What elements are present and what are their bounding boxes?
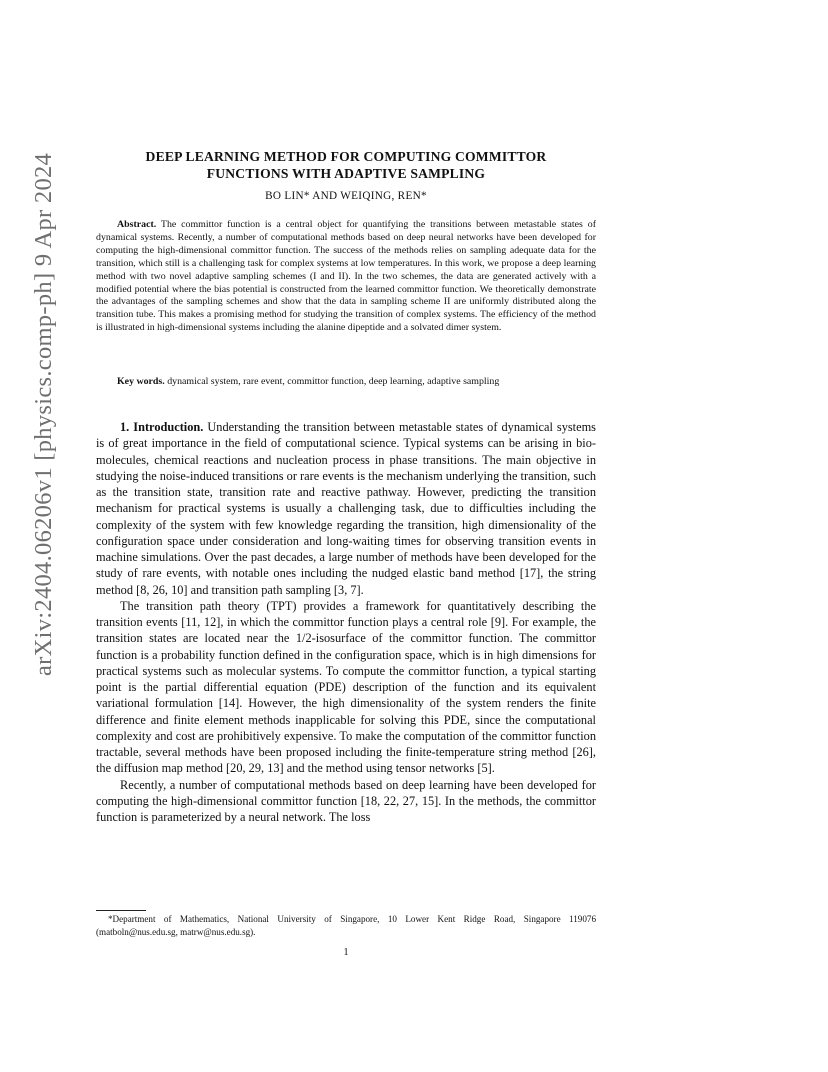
footnote-rule <box>96 910 146 911</box>
section-number: 1. <box>120 420 130 434</box>
paragraph <box>96 419 596 598</box>
author-list: BO LIN* AND WEIQING, REN* <box>265 190 427 202</box>
section-introduction <box>96 419 596 825</box>
abstract-text: The committor function is a central object for quantifying the transitions between metastable states of dynamical systems. Recently, a number of computational methods based on deep neural networks have been developed for computing the high-dimensional committor function. The success of the methods relies on sampling adequate data for the transition, which still is a challenging task for complex systems at low temperatures. In this work, we propose a deep learning method with two novel adaptive sampling schemes (I and II). In the two schemes, the data are generated actively with a modified potential where the bias potential is constructed from the learned committor function. We theoretically demonstrate the advantages of the sampling schemes and show that the data in sampling scheme II are uniformly distributed along the transition tube. This makes a promising method for studying the transition of complex systems. The efficiency of the method is illustrated in high-dimensional systems including the alanine dipeptide and a solvated dimer system. <box>96 219 596 334</box>
paragraph-text: Understanding the transition between metastable states of dynamical systems is of great importance in the field of computational science. Typical systems can be arising in bio-molecules, chemical reactions and nucleation process in phase transitions. The main objective in studying the noise-induced transitions or rare events is the mechanism underlying the transition, such as the transition state, transition rate and reactive pathway. However, predicting the transition mechanism for practical systems is usually a challenging task, due to difficulties including the complexity of the system with few knowledge regarding the transition, high dimensionality of the configuration space under consideration and long-waiting times for observing transition events in machine simulations. Over the past decades, a large number of methods have been developed for the study of rare events, with notable ones including the nudged elastic band method [17], the string method [8, 26, 10] and transition path sampling [3, 7]. <box>96 420 596 597</box>
keywords-label: Key words. <box>117 376 165 387</box>
abstract <box>96 219 596 335</box>
abstract-label: Abstract. <box>117 219 157 230</box>
paragraph: The transition path theory (TPT) provides a framework for quantitatively describing the transition events [11, 12], in which the committor function plays a central role [9]. For example, the transition states are located near the 1/2-isosurface of the committor function. The committor function is a probability function defined in the configuration space, which is in high dimensions for practical systems such as molecular systems. To compute the committor function, a typical starting point is the partial differential equation (PDE) description of the function and its equivalent variational formulation [14]. However, the high dimensionality of the system renders the finite difference and finite element methods inapplicable for solving this PDE, since the computational complexity and cost are prohibitively expensive. To make the computation of the committor function tractable, several methods have been proposed including the finite-temperature string method [26], the diffusion map method [20, 29, 13] and the method using tensor networks [5]. <box>96 598 596 776</box>
footnote-text: *Department of Mathematics, National University of Singapore, 10 Lower Kent Ridge Road, Singapore 119076 (matboln@nus.edu.sg, matrw@nus.edu.sg). <box>96 914 596 937</box>
section-title: Introduction. <box>133 420 204 434</box>
title-line-2: FUNCTIONS WITH ADAPTIVE SAMPLING <box>206 166 486 181</box>
keywords-text: dynamical system, rare event, committor function, deep learning, adaptive sampling <box>167 376 500 387</box>
paper-title <box>96 148 596 182</box>
keywords <box>96 376 596 389</box>
title-line-1: DEEP LEARNING METHOD FOR COMPUTING COMMITTOR <box>145 149 547 164</box>
arxiv-watermark: arXiv:2404.06206v1 [physics.comp-ph] 9 Apr 2024 <box>30 152 57 676</box>
page-number: 1 <box>343 947 349 958</box>
footnote <box>96 913 596 938</box>
paragraph: Recently, a number of computational methods based on deep learning have been developed for computing the high-dimensional committor function [18, 22, 27, 15]. In the methods, the committor function is parameterized by a neural network. The loss <box>96 777 596 824</box>
